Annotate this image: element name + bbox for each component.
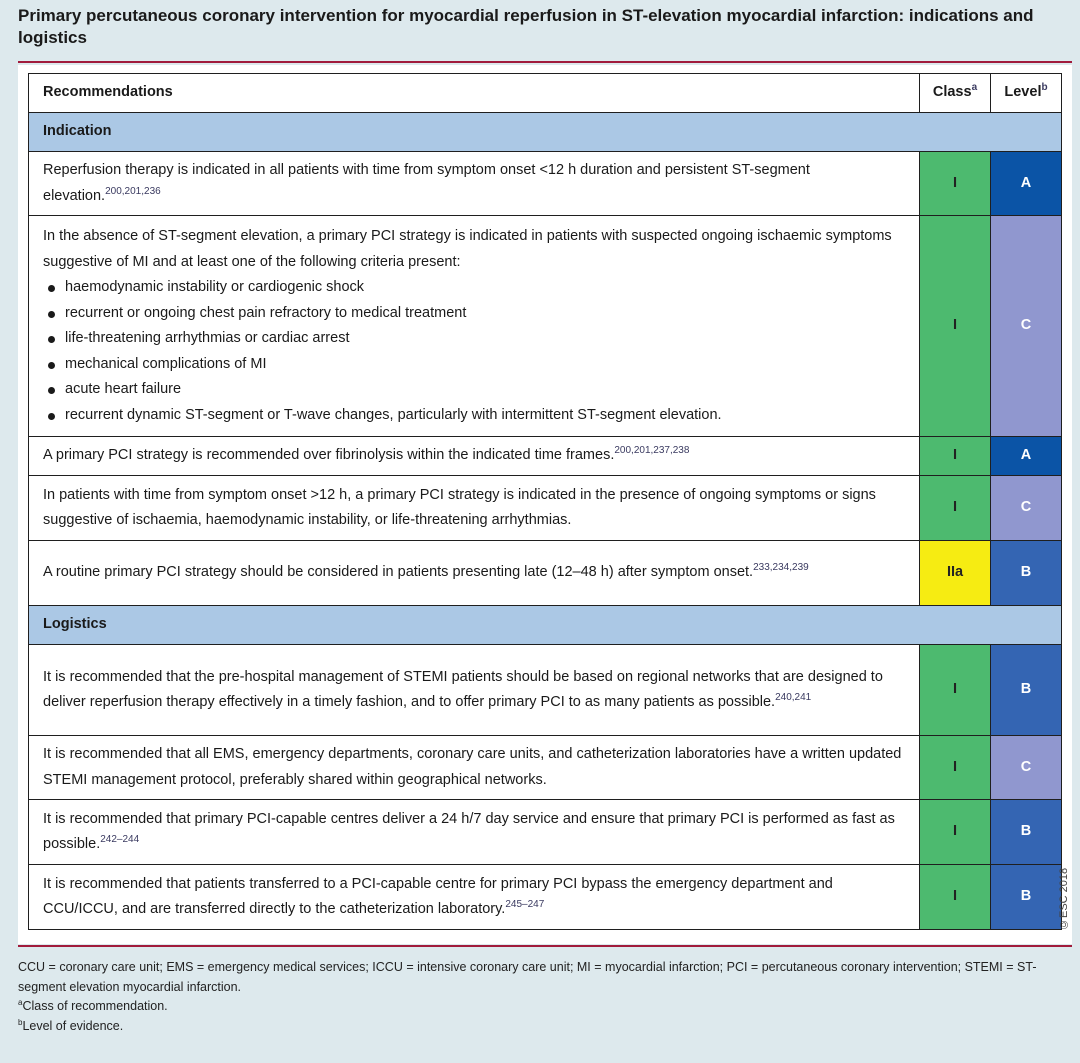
recommendation-text: In patients with time from symptom onset >12 h, a primary PCI strategy is indicated in the presence of ongoing symptoms or signs suggestive of ischaemia, haemodynamic instability, or life-threatening arrhythmias. xyxy=(29,476,920,541)
class-cell: I xyxy=(920,645,991,736)
table-title: Primary percutaneous coronary intervention for myocardial reperfusion in ST-elevation myocardial infarction: indications and logistics xyxy=(18,6,1034,47)
level-cell: A xyxy=(991,152,1062,216)
table-row xyxy=(29,865,1062,930)
recommendation-text: It is recommended that patients transferred to a PCI-capable centre for primary PCI bypass the emergency department and CCU/ICCU, and are transferred directly to the catheterization laboratory.$^{245-247}$ xyxy=(29,865,920,930)
criteria-list xyxy=(43,275,905,428)
level-cell: C xyxy=(991,476,1062,541)
section-row-logistics xyxy=(29,606,1062,645)
recommendations-table xyxy=(28,73,1062,930)
table-row xyxy=(29,736,1062,800)
class-cell: I xyxy=(920,865,991,930)
level-cell: B xyxy=(991,865,1062,930)
abbreviations-note: CCU = coronary care unit; EMS = emergency medical services; ICCU = intensive coronary care unit; MI = myocardial infarction; PCI = percutaneous coronary intervention; STEMI = ST-segment elevation myocardial infarction. xyxy=(18,960,1037,994)
recommendation-text: Reperfusion therapy is indicated in all patients with time from symptom onset <12 h duration and persistent ST-segment elevation.$^{200,201,236}$ xyxy=(29,152,920,216)
header-class: Class$^a$ xyxy=(920,74,991,113)
table-row xyxy=(29,800,1062,865)
footnotes xyxy=(18,958,1076,1036)
list-item: recurrent or ongoing chest pain refractory to medical treatment xyxy=(43,301,905,327)
list-item: recurrent dynamic ST-segment or T-wave changes, particularly with intermittent ST-segment elevation. xyxy=(43,403,905,429)
table-row xyxy=(29,437,1062,476)
table-row xyxy=(29,541,1062,606)
list-item: haemodynamic instability or cardiogenic shock xyxy=(43,275,905,301)
recommendation-text: It is recommended that the pre-hospital management of STEMI patients should be based on regional networks that are designed to deliver reperfusion therapy effectively in a timely fashion, and to offer primary PCI to as many patients as possible.$^{240,241}$ xyxy=(29,645,920,736)
list-item: mechanical complications of MI xyxy=(43,352,905,378)
header-level: Level$^b$ xyxy=(991,74,1062,113)
list-item: acute heart failure xyxy=(43,377,905,403)
top-divider xyxy=(18,61,1072,63)
recommendation-text xyxy=(29,216,920,437)
table-header-row xyxy=(29,74,1062,113)
class-cell: I xyxy=(920,152,991,216)
section-row-indication xyxy=(29,113,1062,152)
class-cell: I xyxy=(920,476,991,541)
recommendation-text: It is recommended that all EMS, emergency departments, coronary care units, and catheterization laboratories have a written updated STEMI management protocol, preferably shared within geographical networks. xyxy=(29,736,920,800)
bottom-divider xyxy=(18,945,1072,947)
table-row xyxy=(29,152,1062,216)
level-cell: C xyxy=(991,736,1062,800)
copyright-mark: ©ESC 2018 xyxy=(1058,867,1070,930)
recommendation-intro: In the absence of ST-segment elevation, a primary PCI strategy is indicated in patients with suspected ongoing ischaemic symptoms suggestive of MI and at least one of the following criteria present: xyxy=(43,228,892,270)
class-cell: I xyxy=(920,736,991,800)
level-cell: A xyxy=(991,437,1062,476)
table-row xyxy=(29,216,1062,437)
section-label-logistics: Logistics xyxy=(29,606,1062,645)
level-cell: C xyxy=(991,216,1062,437)
class-cell: I xyxy=(920,437,991,476)
recommendation-text: A primary PCI strategy is recommended over fibrinolysis within the indicated time frames.$^{200,201,237,238}$ xyxy=(29,437,920,476)
level-cell: B xyxy=(991,645,1062,736)
recommendations-panel xyxy=(18,65,1072,944)
footnote-b: $^b$Level of evidence. xyxy=(18,1017,124,1033)
class-cell: I xyxy=(920,216,991,437)
class-cell: IIa xyxy=(920,541,991,606)
table-row xyxy=(29,476,1062,541)
list-item: life-threatening arrhythmias or cardiac arrest xyxy=(43,326,905,352)
level-cell: B xyxy=(991,800,1062,865)
footnote-a: $^a$Class of recommendation. xyxy=(18,997,168,1013)
table-row xyxy=(29,645,1062,736)
recommendation-text: A routine primary PCI strategy should be considered in patients presenting late (12–48 h) after symptom onset.$^{233,234,239}$ xyxy=(29,541,920,606)
header-recommendations: Recommendations xyxy=(29,74,920,113)
recommendation-text: It is recommended that primary PCI-capable centres deliver a 24 h/7 day service and ensure that primary PCI is performed as fast as possible.$^{242-244}$ xyxy=(29,800,920,865)
level-cell: B xyxy=(991,541,1062,606)
section-label-indication: Indication xyxy=(29,113,1062,152)
class-cell: I xyxy=(920,800,991,865)
